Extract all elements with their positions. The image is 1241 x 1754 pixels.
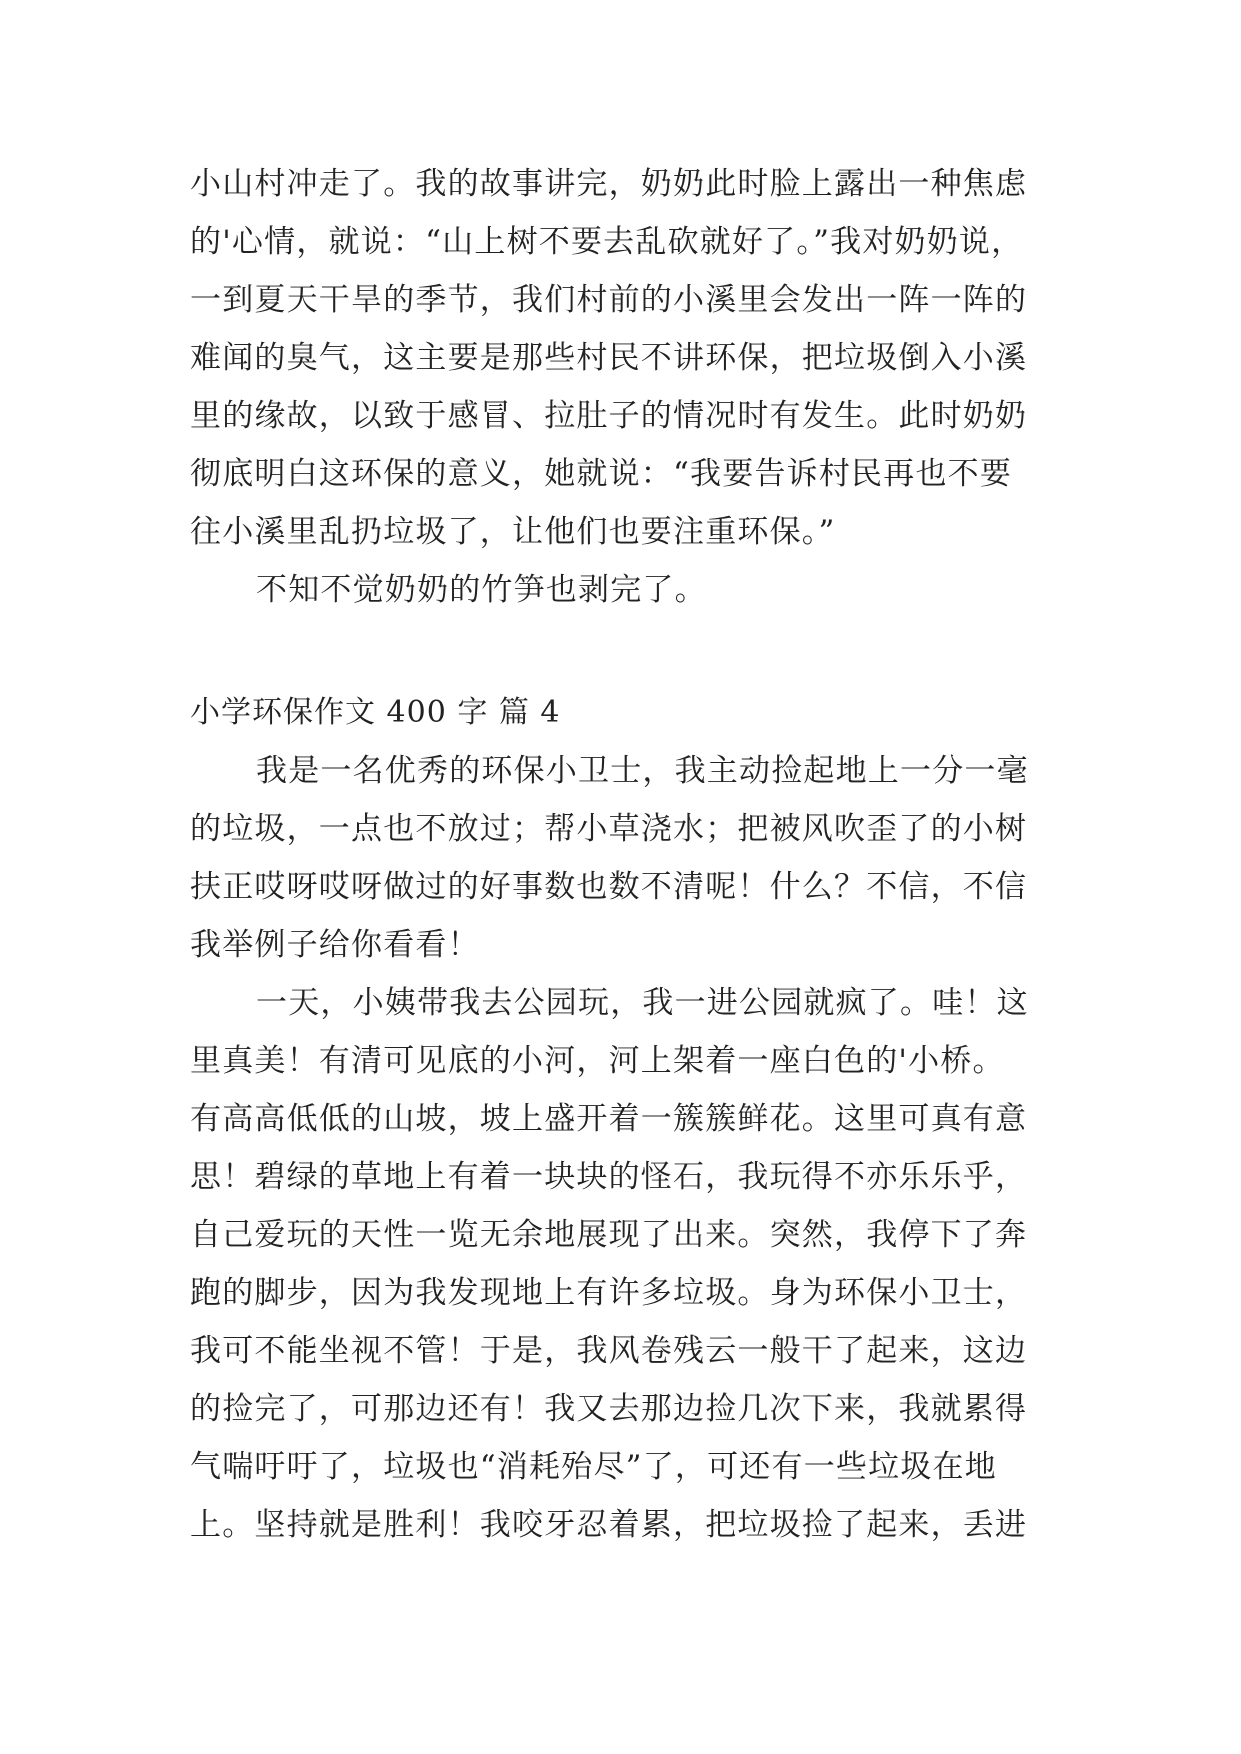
story-continuation-paragraph: [190, 155, 1070, 619]
text-line: 往小溪里乱扔垃圾了，让他们也要注重环保。”: [190, 514, 836, 550]
text-line: 难闻的臭气，这主要是那些村民不讲环保，把垃圾倒入小溪: [190, 340, 1028, 376]
text-line: 的'心情，就说：“山上树不要去乱砍就好了。”我对奶奶说，: [190, 224, 1024, 260]
text-line: 的垃圾，一点也不放过；帮小草浇水；把被风吹歪了的小树: [190, 811, 1028, 847]
text-line: 里真美！有清可见底的小河，河上架着一座白色的'小桥。: [190, 1043, 1005, 1079]
text-line: 上。坚持就是胜利！我咬牙忍着累，把垃圾捡了起来，丢进: [190, 1507, 1028, 1543]
text-line: 思！碧绿的草地上有着一块块的怪石，我玩得不亦乐乐乎，: [190, 1159, 1028, 1195]
text-line: 的捡完了，可那边还有！我又去那边捡几次下来，我就累得: [190, 1391, 1028, 1427]
text-line: 气喘吁吁了，垃圾也“消耗殆尽”了，可还有一些垃圾在地: [190, 1449, 997, 1485]
text-line: 一到夏天干旱的季节，我们村前的小溪里会发出一阵一阵的: [190, 282, 1028, 318]
text-line: 有高高低低的山坡，坡上盛开着一簇簇鲜花。这里可真有意: [190, 1101, 1028, 1137]
essay-paragraph-1: [190, 742, 1070, 974]
text-line: 自己爱玩的天性一览无余地展现了出来。突然，我停下了奔: [190, 1217, 1028, 1253]
text-line: 小山村冲走了。我的故事讲完，奶奶此时脸上露出一种焦虑: [190, 166, 1028, 202]
text-line: 一天，小姨带我去公园玩，我一进公园就疯了。哇！这: [256, 985, 1029, 1021]
essay-heading: 小学环保作文 400 字 篇 4: [190, 695, 561, 730]
text-line: 我举例子给你看看！: [190, 927, 480, 963]
text-line: 跑的脚步，因为我发现地上有许多垃圾。身为环保小卫士，: [190, 1275, 1028, 1311]
essay-paragraph-2: [190, 974, 1070, 1554]
text-line: 我可不能坐视不管！于是，我风卷残云一般干了起来，这边: [190, 1333, 1028, 1369]
text-line: 我是一名优秀的环保小卫士，我主动捡起地上一分一毫: [256, 753, 1029, 789]
text-line: 扶正哎呀哎呀做过的好事数也数不清呢！什么？不信，不信: [190, 869, 1028, 905]
text-line: 彻底明白这环保的意义，她就说：“我要告诉村民再也不要: [190, 456, 1013, 492]
closing-line: 不知不觉奶奶的竹笋也剥完了。: [256, 572, 707, 608]
text-line: 里的缘故，以致于感冒、拉肚子的情况时有发生。此时奶奶: [190, 398, 1028, 434]
